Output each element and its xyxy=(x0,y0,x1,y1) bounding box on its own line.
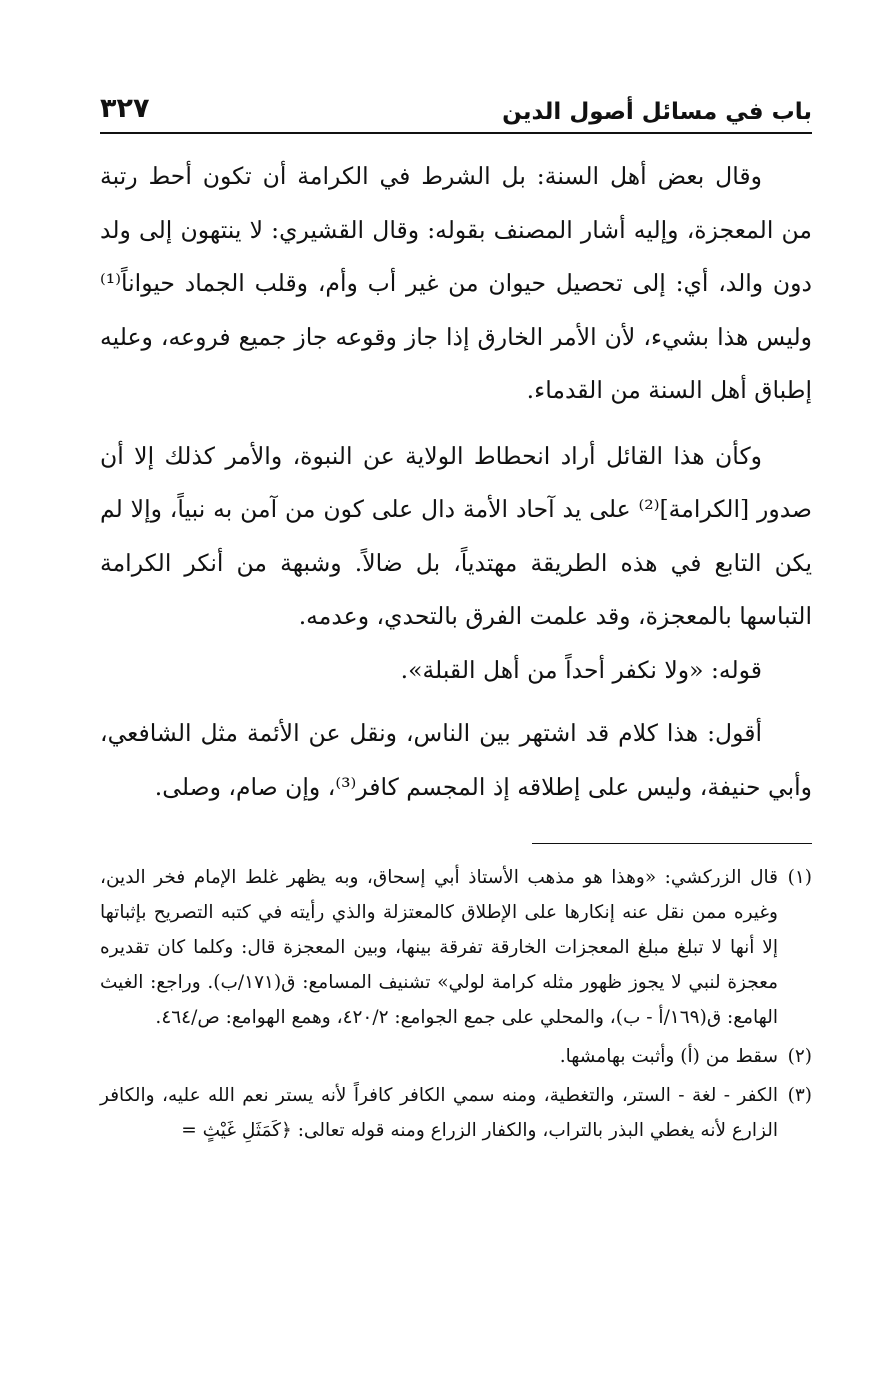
footnote-label: (٣) xyxy=(787,1085,812,1106)
page-header xyxy=(100,92,812,134)
paragraph: قوله: «ولا نكفر أحداً من أهل القبلة». xyxy=(400,655,762,684)
paragraph: وكأن هذا القائل أراد انحطاط الولاية عن النبوة، والأمر كذلك إلا أن صدور [الكرامة]⁽²⁾ على يد آحاد الأمة دال على كون من آمن به نبياً، وإلا لم يكن التابع في هذه الطريقة مهتدياً، بل ضالاً. وشبهة من أنكر الكرامة التباسها بالمعجزة، وقد علمت الفرق بالتحدي، وعدمه. xyxy=(100,441,812,630)
footnote-text: الكفر - لغة - الستر، والتغطية، ومنه سمي الكافر كافراً لأنه يستر نعم الله عليه، والكافر الزارع لأنه يغطي البذر بالتراب، والكفار الزراع ومنه قوله تعالى: ﴿كَمَثَلِ غَيْثٍ = xyxy=(100,1085,778,1141)
footnotes xyxy=(100,860,812,1148)
paragraph: أقول: هذا كلام قد اشتهر بين الناس، ونقل عن الأئمة مثل الشافعي، وأبي حنيفة، وليس على إطلاقه إذ المجسم كافر⁽³⁾، وإن صام، وصلى. xyxy=(100,719,812,801)
footnote xyxy=(100,1039,812,1074)
paragraph: وقال بعض أهل السنة: بل الشرط في الكرامة أن تكون أحط رتبة من المعجزة، وإليه أشار المصنف بقوله: وقال القشيري: لا ينتهون إلى ولد دون والد، أي: إلى تحصيل حيوان من غير أب وأم، وقلب الجماد حيواناً⁽¹⁾ وليس هذا بشيء، لأن الأمر الخارق إذا جاز وقوعه جاز جميع فروعه، وعليه إطباق أهل السنة من القدماء. xyxy=(100,162,812,404)
running-title: باب في مسائل أصول الدين xyxy=(502,99,812,125)
main-text xyxy=(100,150,812,814)
footnote-label: (٢) xyxy=(787,1046,812,1067)
footnote-label: (١) xyxy=(787,867,812,888)
footnote-text: سقط من (أ) وأثبت بهامشها. xyxy=(559,1046,778,1067)
footnote-separator xyxy=(532,843,812,844)
footnote-text: قال الزركشي: «وهذا هو مذهب الأستاذ أبي إسحاق، وبه يظهر غلط الإمام فخر الدين، وغيره ممن نقل عنه إنكارها على الإطلاق كالمعتزلة والذي رأيته في كتبه التصريح بإثباتها إلا أنها لا تبلغ مبلغ المعجزات الخارقة تفرقة بينها، وبين المعجزة قال: وكلما كان تقديره معجزة لنبي لا يجوز ظهور مثله كرامة لولي» تشنيف المسامع: ق(١٧١/ب). وراجع: الغيث الهامع: ق(١٦٩/أ - ب)، والمحلي على جمع الجوامع: ٤٢٠/٢، وهمع الهوامع: ص/٤٦٤. xyxy=(100,867,779,1028)
footnote xyxy=(100,1078,812,1148)
page-number: ٣٢٧ xyxy=(100,93,150,124)
footnote xyxy=(100,860,812,1035)
